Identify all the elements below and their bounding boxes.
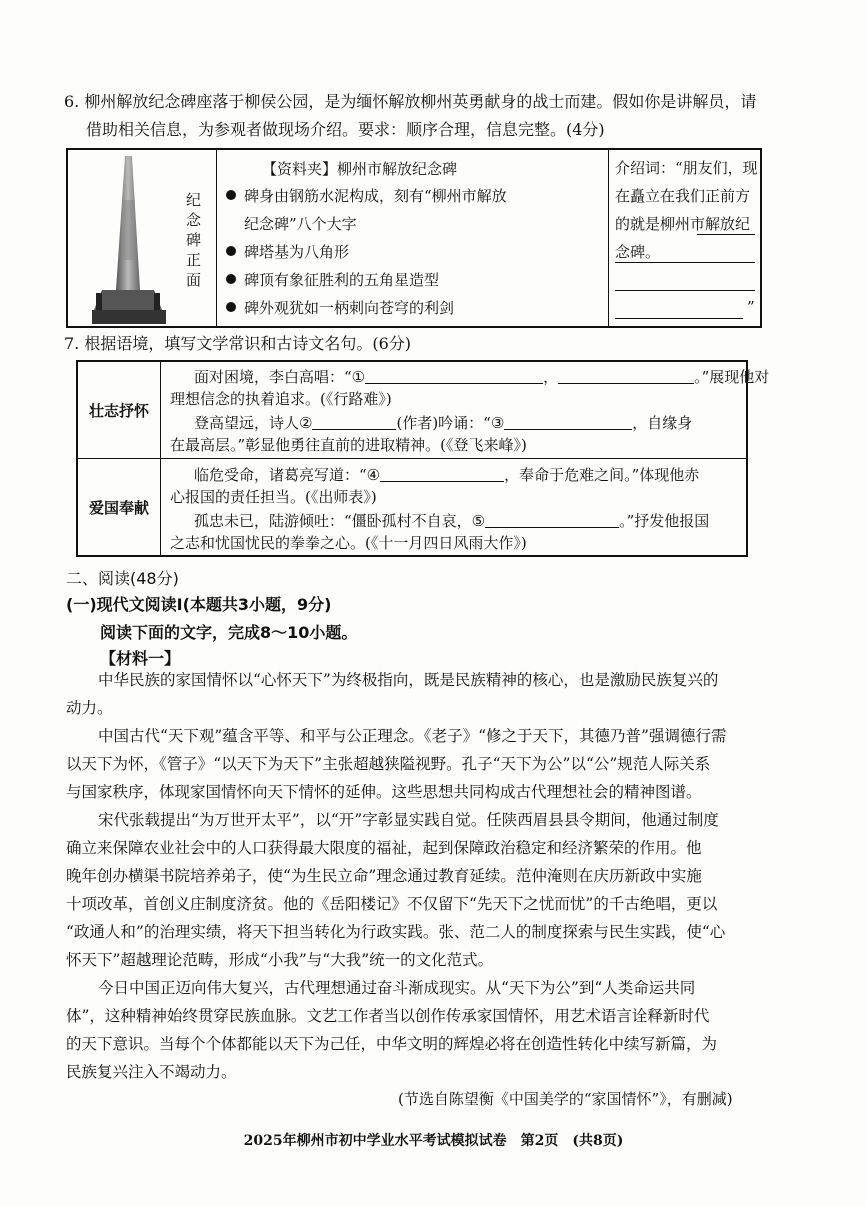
info-item: 碑塔基为八角形: [226, 238, 601, 266]
bullet-icon: [226, 302, 236, 312]
answer-blank[interactable]: [615, 290, 755, 291]
answer-blank-2[interactable]: [312, 413, 396, 430]
paragraph-line: 确立来保障农业社会中的人口获得最大限度的福祉，起到保障政治稳定和经济繁荣的作用。他: [66, 839, 702, 857]
answer-blank-1a[interactable]: [365, 367, 543, 384]
fill-line: 心报国的责任担当。(《出师表》): [170, 488, 377, 506]
paragraph-line: “政通人和”的治理实绩，将天下担当转化为行政实践。张、范二人的制度探索与民生实践，使“心: [66, 923, 726, 941]
info-folder-title: 【资料夹】柳州市解放纪念碑: [262, 160, 458, 178]
monument-photo-cell: [68, 150, 217, 326]
fill-line: 面对困境，李白高唱：“① ， 。”展现他对: [194, 368, 770, 386]
photo-caption: 纪念碑正面: [186, 191, 202, 289]
paragraph-line: 怀天下”超越理论范畴，形成“小我”与“大我”统一的文化范式。: [66, 951, 494, 969]
answer-blank-5[interactable]: [485, 511, 619, 528]
answer-blank[interactable]: [697, 234, 755, 235]
subsection-heading: (一)现代文阅读Ⅰ(本题共3小题，9分): [66, 595, 332, 614]
info-item-cont: 纪念碑”八个大字: [244, 215, 357, 233]
intro-text: 介绍词：“朋友们，现在矗立在我们正前方的就是柳州市解放纪念碑。: [615, 159, 758, 261]
paragraph-line: 的天下意识。当每个个体都能以天下为己任，中华文明的辉煌必将在创造性转化中续写新篇，为: [66, 1035, 718, 1053]
fill-line: 登高望远，诗人② (作者)吟诵：“③ ，自缘身: [194, 414, 693, 432]
fill-line: 孤忠未已，陆游倾吐：“僵卧孤村不自哀，⑤ 。”抒发他报国: [194, 512, 710, 530]
row-head-patriotism: 爱国奉献: [78, 459, 161, 555]
q6-table: [66, 148, 762, 328]
close-quote: ”: [747, 298, 755, 316]
paragraph-line: 晚年创办横渠书院培养弟子，使“为生民立命”理念通过教育延续。范仲淹则在庆历新政中实施: [66, 867, 702, 885]
fill-line: 临危受命，诸葛亮写道：“④ ，奉命于危难之间。”体现他赤: [194, 466, 700, 484]
answer-blank[interactable]: [615, 318, 743, 319]
paragraph-line: 体”，这种精神始终贯穿民族血脉。文艺工作者当以创作传承家国情怀，用艺术语言诠释新时代: [66, 1007, 710, 1025]
info-folder: [218, 150, 609, 326]
bullet-icon: [226, 274, 236, 284]
paragraph-line: 动力。: [66, 699, 113, 717]
source-citation: (节选自陈望衡《中国美学的“家国情怀”》，有删减): [398, 1090, 733, 1108]
q6-prompt-line2: 借助相关信息，为参观者做现场介绍。要求：顺序合理，信息完整。(4分): [86, 120, 605, 139]
answer-blank-1b[interactable]: [558, 367, 694, 384]
fill-line: 理想信念的执着追求。(《行路难》): [170, 390, 392, 408]
paragraph-line: 以天下为怀，《管子》“以天下为天下”主张超越狭隘视野。孔子“天下为公”以“公”规范人际关系: [66, 755, 711, 773]
paragraph-line: 与国家秩序，体现家国情怀向天下情怀的延伸。这些思想共同构成古代理想社会的精神图谱。: [66, 783, 702, 801]
paragraph-line: 民族复兴注入不竭动力。: [66, 1063, 237, 1081]
q7-table: [76, 360, 770, 557]
bullet-icon: [226, 190, 236, 200]
bullet-icon: [226, 246, 236, 256]
paragraph-line: 中国古代“天下观”蕴含平等、和平与公正理念。《老子》“修之于天下，其德乃普”强调德行需: [98, 727, 727, 745]
reading-instruction: 阅读下面的文字，完成8～10小题。: [100, 623, 358, 642]
row-divider: [78, 458, 746, 459]
page-footer: 2025年柳州市初中学业水平考试模拟试卷 第2页 (共8页): [243, 1133, 624, 1149]
section-heading: 二、阅读(48分): [66, 569, 179, 588]
paragraph-line: 十项改革，首创义庄制度济贫。他的《岳阳楼记》不仅留下“先天下之忧而忧”的千古绝唱，更以: [66, 895, 718, 913]
info-item: 碑外观犹如一柄刺向苍穹的利剑: [226, 294, 601, 322]
q7-prompt: 7. 根据语境，填写文学常识和古诗文名句。(6分): [64, 334, 412, 353]
fill-line: 之志和忧国忧民的拳拳之心。(《十一月四日风雨大作》): [170, 534, 527, 552]
fill-line: 在最高层。”彰显他勇往直前的进取精神。(《登飞来峰》): [170, 436, 527, 454]
paragraph-line: 宋代张载提出“为万世开太平”，以“开”字彰显实践自觉。任陕西眉县县令期间，他通过制度: [98, 811, 719, 829]
answer-blank[interactable]: [615, 262, 755, 263]
q6-prompt-line1: 6. 柳州解放纪念碑座落于柳侯公园，是为缅怀解放柳州英勇献身的战士而建。假如你是讲解员，请: [64, 92, 757, 111]
paragraph-line: 今日中国正迈向伟大复兴，古代理想通过奋斗渐成现实。从“天下为公”到“人类命运共同: [98, 979, 696, 997]
info-item: 碑顶有象征胜利的五角星造型: [226, 266, 601, 294]
paragraph-line: 中华民族的家国情怀以“心怀天下”为终极指向，既是民族精神的核心，也是激励民族复兴的: [98, 671, 719, 689]
monument-image: [72, 150, 182, 326]
info-item: 碑身由钢筋水泥构成，刻有“柳州市解放: [226, 182, 601, 210]
answer-blank-4[interactable]: [380, 465, 504, 482]
material-label: 【材料一】: [100, 649, 181, 668]
answer-blank-3[interactable]: [504, 413, 632, 430]
row-head-ambition: 壮志抒怀: [78, 362, 161, 458]
